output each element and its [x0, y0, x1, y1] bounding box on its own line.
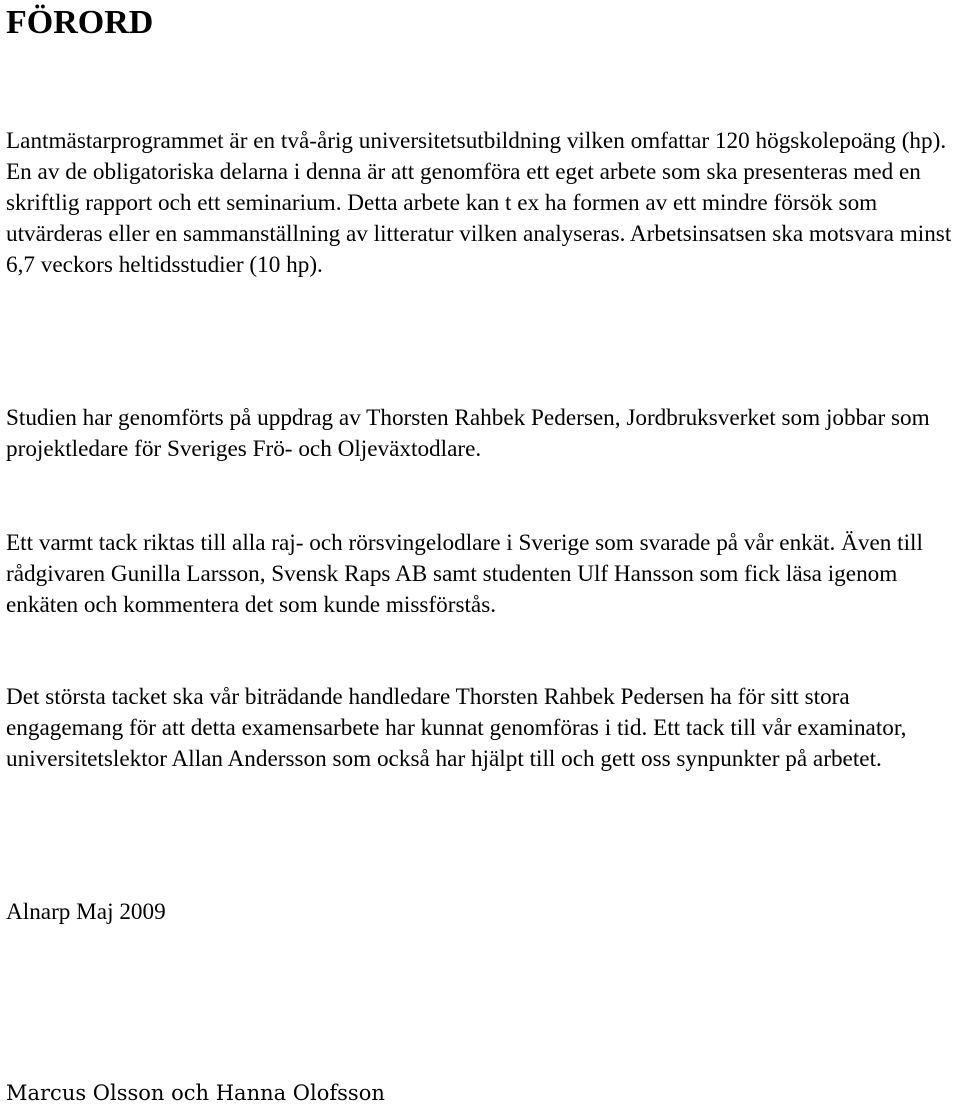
intro-paragraph: Lantmästarprogrammet är en två-årig universitetsutbildning vilken omfattar 120 högskolepoäng (hp). En av de obligatoriska delarna i denna är att genomföra ett eget arbete som ska presenteras med en skriftlig rapport och ett seminarium. Detta arbete kan t ex ha formen av ett mindre försök som utvärderas eller en sammanställning av litteratur vilken analyseras. Arbetsinsatsen ska motsvara minst 6,7 veckors heltidsstudier (10 hp).	[6, 128, 952, 278]
place-and-date: Alnarp Maj 2009	[6, 899, 166, 925]
supervisor-thanks-paragraph: Det största tacket ska vår biträdande handledare Thorsten Rahbek Pedersen ha för sitt stora engagemang för att detta examensarbete har kunnat genomföras i tid. Ett tack till vår examinator, universitetslektor Allan Andersson som också har hjälpt till och gett oss synpunkter på arbetet.	[6, 684, 907, 772]
page-title: FÖRORD	[6, 4, 154, 41]
thanks-paragraph: Ett varmt tack riktas till alla raj- och rörsvingelodlare i Sverige som svarade på vår enkät. Även till rådgivaren Gunilla Larsson, Svensk Raps AB samt studenten Ulf Hansson som fick läsa igenom enkäten och kommentera det som kunde missförstås.	[6, 530, 923, 618]
commission-paragraph: Studien har genomförts på uppdrag av Thorsten Rahbek Pedersen, Jordbruksverket som jobbar som projektledare för Sveriges Frö- och Oljeväxtodlare.	[6, 405, 930, 462]
author-names: Marcus Olsson och Hanna Olofsson	[6, 1081, 385, 1105]
